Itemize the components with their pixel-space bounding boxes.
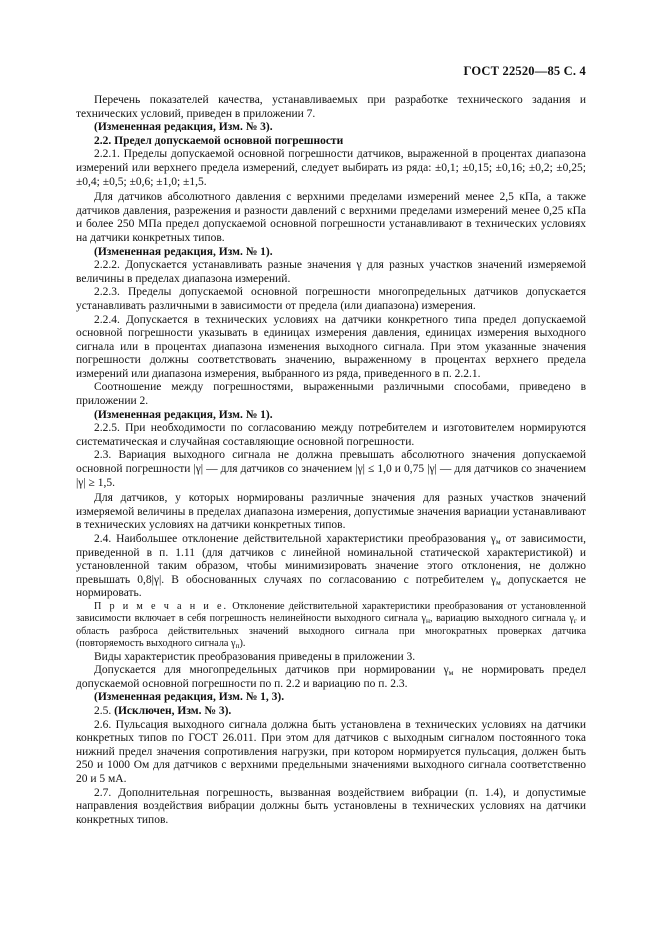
amendment-note: (Измененная редакция, Изм. № 3). xyxy=(94,121,273,134)
amendment-note: (Измененная редакция, Изм. № 1, 3). xyxy=(94,691,285,704)
paragraph: 2.2.4. Допускается в технических условиях на датчики конкретного типа предел допускаемой основной погрешности указывать в единицах измерения давления, единицах измерения выходного сигнала или в процентах диапазона изменения выходного сигнала. При этом указанные значения погрешности должны соответствовать значению, выраженному в процентах верхнего предела измерений или диапазона измерения, выбранного из ряда, приведенного в п. 2.2.1. xyxy=(76,313,586,380)
paragraph: Для датчиков абсолютного давления с верхними пределами измерений менее 2,5 кПа, а также датчиков давления, разрежения и разности давлений с верхними пределами измерений менее 0,25 кПа и более 250 МПа предел допускаемой основной погрешности устанавливают в технических условиях на датчики конкретных типов. xyxy=(76,191,586,244)
text-run: Допускается для многопредельных датчиков при нормировании γ xyxy=(94,664,449,677)
amendment-note: (Измененная редакция, Изм. № 1). xyxy=(94,245,273,258)
paragraph: 2.2.3. Пределы допускаемой основной погрешности многопредельных датчиков допускается устанавливать различными в зависимости от предела (или диапазона) измерения. xyxy=(76,286,586,312)
text-run: не нормировать предел допускаемой основной погрешности по п. 2.2 и вариацию по п. 2.3. xyxy=(76,664,587,690)
text-run: ). xyxy=(239,638,246,650)
subscript: м xyxy=(495,537,501,546)
paragraph: Перечень показателей качества, устанавливаемых при разработке технического задания и технических условий, приведен в приложении 7. xyxy=(76,94,586,120)
paragraph: 2.2.2. Допускается устанавливать разные значения γ для разных участков значений измеряемой величины в пределах диапазона измерений. xyxy=(76,259,586,285)
subscript: п xyxy=(235,641,240,651)
paragraph: Виды характеристик преобразования приведены в приложении 3. xyxy=(94,650,416,663)
note xyxy=(76,601,586,651)
text-run: 2.5. xyxy=(94,704,115,717)
subscript: м xyxy=(496,577,501,587)
text-run: 2.4. Наибольшее отклонение действительной характеристики преобразования γ xyxy=(94,533,496,545)
paragraph xyxy=(76,533,586,601)
text-run: , вариацию выходного сигнала γ xyxy=(429,613,574,625)
paragraph: 2.2.5. При необходимости по согласованию между потребителем и изготовителем нормируются систематическая и случайная составляющие основной погрешности. xyxy=(76,422,586,448)
text-run: допускается не нормировать. xyxy=(76,573,586,600)
page-header: ГОСТ 22520—85 С. 4 xyxy=(463,64,586,78)
subscript: н xyxy=(425,616,430,626)
document-body xyxy=(76,94,586,827)
subscript: г xyxy=(573,616,577,626)
paragraph: Соотношение между погрешностями, выраженными различными способами, приведено в приложении 2. xyxy=(76,381,586,408)
text-run: и область разброса действительных значений выходного сигнала при многократных проверках датчика (повторяемость выходного сигнала γ xyxy=(76,613,587,650)
text-run: от зависимости, приведенной в п. 1.11 (для датчиков с линейной номинальной статической характеристикой) и установленной таким образом, чтобы минимизировать значение этого отклонения, не должно превышать 0,8|γ|. В обоснованных случаях по согласованию с потребителем γ xyxy=(76,533,587,586)
excluded-note: (Исключен, Изм. № 3). xyxy=(114,704,232,717)
section-heading: 2.2. Предел допускаемой основной погрешности xyxy=(94,134,344,147)
text-run: Отклонение действительной характеристики преобразования от установленной зависимости включает в себя погрешность нелинейности выходного сигнала γ xyxy=(76,600,586,625)
paragraph xyxy=(76,705,586,719)
paragraph: 2.3. Вариация выходного сигнала не должна превышать абсолютного значения допускаемой основной погрешности |γ| — для датчиков со значением |γ| ≤ 1,0 и 0,75 |γ| — для датчиков со значением |γ| ≥ 1,5. xyxy=(76,449,586,489)
paragraph: 2.7. Дополнительная погрешность, вызванная воздействием вибрации (п. 1.4), и допустимые направления воздействия вибрации должны быть установлены в технических условиях на датчики конкретных типов. xyxy=(76,786,586,826)
note-label: П р и м е ч а н и е. xyxy=(94,600,229,612)
subscript: м xyxy=(448,668,454,678)
paragraph: Для датчиков, у которых нормированы различные значения для разных участков значений измеряемой величины в пределах диапазона измерения, допустимые значения вариации устанавливают в технических условиях на датчики конкретных типов. xyxy=(76,492,586,532)
paragraph: 2.2.1. Пределы допускаемой основной погрешности датчиков, выраженной в процентах диапазона измерений или верхнего предела измерений, следует выбирать из ряда: ±0,1; ±0,15; ±0,16; ±0,2; ±0,25; ±0,4; ±0,5; ±0,6; ±1,0; ±1,5. xyxy=(76,148,586,188)
amendment-note: (Измененная редакция, Изм. № 1). xyxy=(94,408,273,421)
paragraph: 2.6. Пульсация выходного сигнала должна быть установлена в технических условиях на датчики конкретных типов по ГОСТ 26.011. При этом для датчиков с выходным сигналом постоянного тока нижний предел значения сопротивления нагрузки, при котором нормируется пульсация, должен быть 250 и 1000 Ом для датчиков с верхними предельными значениями выходного сигнала соответственно 20 и 5 мА. xyxy=(76,718,586,785)
paragraph xyxy=(76,664,586,691)
